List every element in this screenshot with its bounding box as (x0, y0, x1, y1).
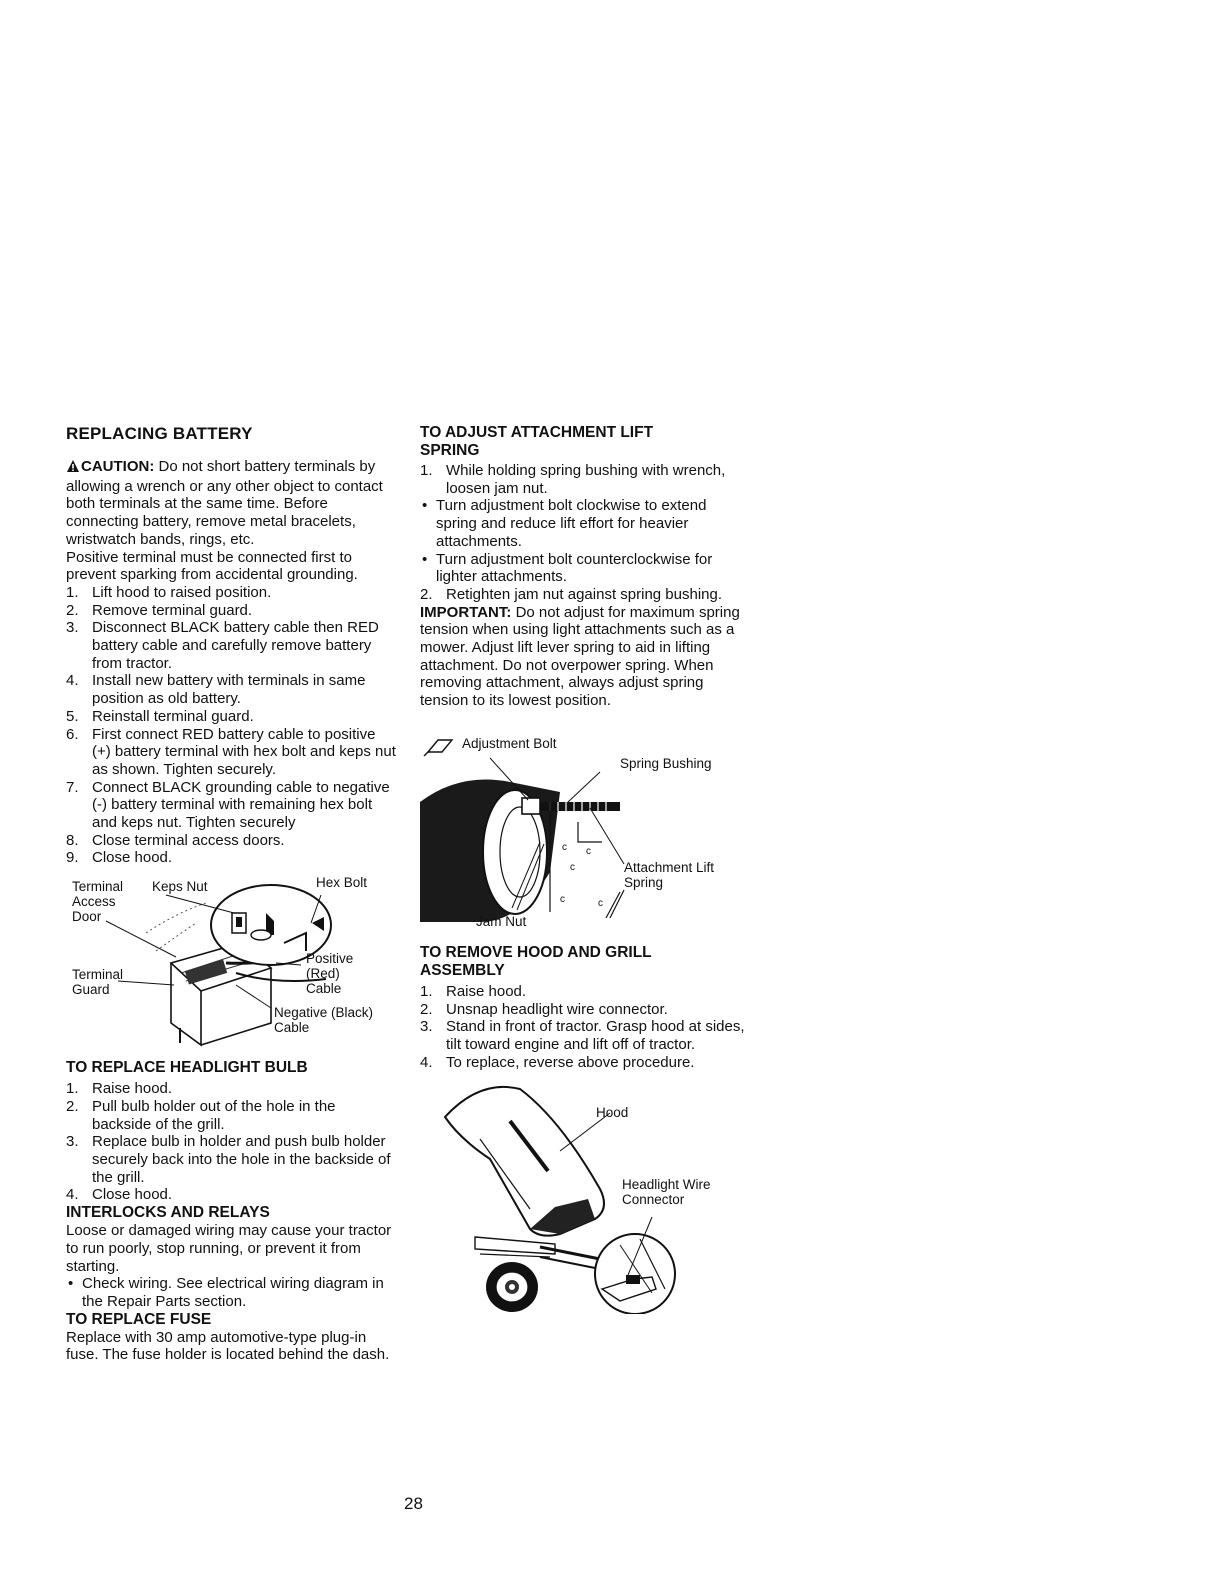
list-item: • Check wiring. See electrical wiring diagram in the Repair Parts section. (66, 1275, 396, 1310)
list-item: 7. Connect BLACK grounding cable to negative (-) battery terminal with remaining hex bolt and keps nut. Tighten securely (66, 778, 390, 832)
interlocks-bullets (66, 1275, 396, 1310)
list-item: 9. Close hood. (66, 849, 173, 867)
terminal-access-door-label: Terminal Access Door (72, 879, 124, 925)
svg-text:c: c (562, 841, 567, 853)
svg-text:c: c (560, 893, 565, 905)
list-item: • Turn adjustment bolt clockwise to extend spring and reduce lift effort for heavier attachments. (420, 497, 750, 550)
list-item: 1. Raise hood. (420, 982, 527, 1000)
replacing-battery-title: REPLACING BATTERY (66, 424, 253, 443)
right-column (420, 424, 750, 1314)
lift-spring-title-line2: SPRING (420, 442, 480, 459)
caution-text: Do not short battery terminals by allowing a wrench or any other object to contact both terminals at the same time. Before connecting battery, remove metal bracelets, wristwatch bands, rings, etc. (66, 458, 383, 548)
important-paragraph (420, 604, 750, 710)
list-item: 8. Close terminal access doors. (66, 831, 285, 849)
fuse-text: Replace with 30 amp automotive-type plug-in fuse. The fuse holder is located behind the dash. (66, 1328, 390, 1364)
headlight-steps (66, 1080, 396, 1204)
battery-figure (66, 873, 396, 1051)
list-item: 2. Pull bulb holder out of the hole in the backside of the grill. (66, 1097, 336, 1133)
battery-steps (66, 584, 396, 867)
list-item: 3. Stand in front of tractor. Grasp hood at sides, tilt toward engine and lift off of tractor. (420, 1018, 745, 1053)
hex-bolt-label: Hex Bolt (316, 875, 368, 891)
svg-text:c: c (586, 845, 591, 857)
page-number: 28 (404, 1494, 423, 1513)
lift-spring-step2 (420, 586, 750, 604)
hood-label: Hood (596, 1105, 629, 1121)
caution-label: CAUTION: (81, 458, 155, 475)
list-item: 2. Unsnap headlight wire connector. (420, 1000, 668, 1018)
list-item: • Turn adjustment bolt counterclockwise for lighter attachments. (420, 551, 750, 586)
list-item: 4. Close hood. (66, 1186, 173, 1204)
attachment-lift-spring-label: Attachment Lift Spring (624, 859, 715, 890)
interlocks-title: INTERLOCKS AND RELAYS (66, 1204, 270, 1222)
jam-nut-label: Jam Nut (476, 913, 527, 929)
lift-spring-title-line1: TO ADJUST ATTACHMENT LIFT (420, 424, 654, 441)
list-item: 4. Install new battery with terminals in same position as old battery. (66, 672, 366, 708)
list-item: 3. Replace bulb in holder and push bulb holder securely back into the hole in the backside of the grill. (66, 1133, 391, 1186)
caution-paragraph (66, 458, 396, 549)
list-item: 2. Remove terminal guard. (66, 601, 253, 619)
svg-text:c: c (570, 861, 575, 873)
lift-spring-figure (420, 732, 750, 932)
list-item: 1. Lift hood to raised position. (66, 583, 272, 601)
interlocks-text: Loose or damaged wiring may cause your tractor to run poorly, stop running, or prevent it from starting. (66, 1222, 392, 1275)
headlight-wire-connector-label: Headlight Wire Connector (622, 1177, 711, 1208)
lift-spring-bullets (420, 497, 750, 586)
list-item: 4. To replace, reverse above procedure. (420, 1053, 695, 1071)
important-label: IMPORTANT: (420, 603, 512, 621)
keps-nut-label: Keps Nut (152, 879, 208, 895)
negative-cable-label: Negative (Black) Cable (274, 1005, 374, 1036)
positive-note: Positive terminal must be connected first to prevent sparking from accidental grounding. (66, 548, 358, 584)
hood-title-line1: TO REMOVE HOOD AND GRILL (420, 943, 652, 961)
positive-cable-label: Positive (Red) Cable (306, 951, 354, 997)
list-item: 5. Reinstall terminal guard. (66, 707, 254, 725)
warning-triangle-icon (66, 459, 80, 478)
hood-figure (420, 1079, 750, 1314)
list-item: 1. While holding spring bushing with wrench, loosen jam nut. (420, 462, 726, 497)
list-item: 6. First connect RED battery cable to positive (+) battery terminal with hex bolt and keps nut as shown. Tighten securely. (66, 725, 396, 778)
list-item: 2. Retighten jam nut against spring bushing. (420, 585, 723, 603)
adjustment-bolt-label: Adjustment Bolt (462, 735, 557, 751)
list-item: 1. Raise hood. (66, 1080, 173, 1098)
hood-steps (420, 983, 750, 1072)
important-text: Do not adjust for maximum spring tension when using light attachments such as a mower. Adjust lift lever spring to aid in lifting attachment. Do not overpower spring. When removing attachment, always adjust spring tension to its lowest position. (420, 603, 740, 710)
svg-text:c: c (598, 897, 603, 909)
lift-spring-step1 (420, 462, 750, 497)
fuse-title: TO REPLACE FUSE (66, 1310, 212, 1328)
spring-bushing-label: Spring Bushing (620, 755, 712, 771)
left-column (66, 424, 396, 1364)
headlight-title: TO REPLACE HEADLIGHT BULB (66, 1059, 308, 1077)
terminal-guard-label: Terminal Guard (72, 967, 124, 998)
hood-title-line2: ASSEMBLY (420, 961, 505, 979)
list-item: 3. Disconnect BLACK battery cable then RED battery cable and carefully remove battery from tractor. (66, 619, 379, 672)
